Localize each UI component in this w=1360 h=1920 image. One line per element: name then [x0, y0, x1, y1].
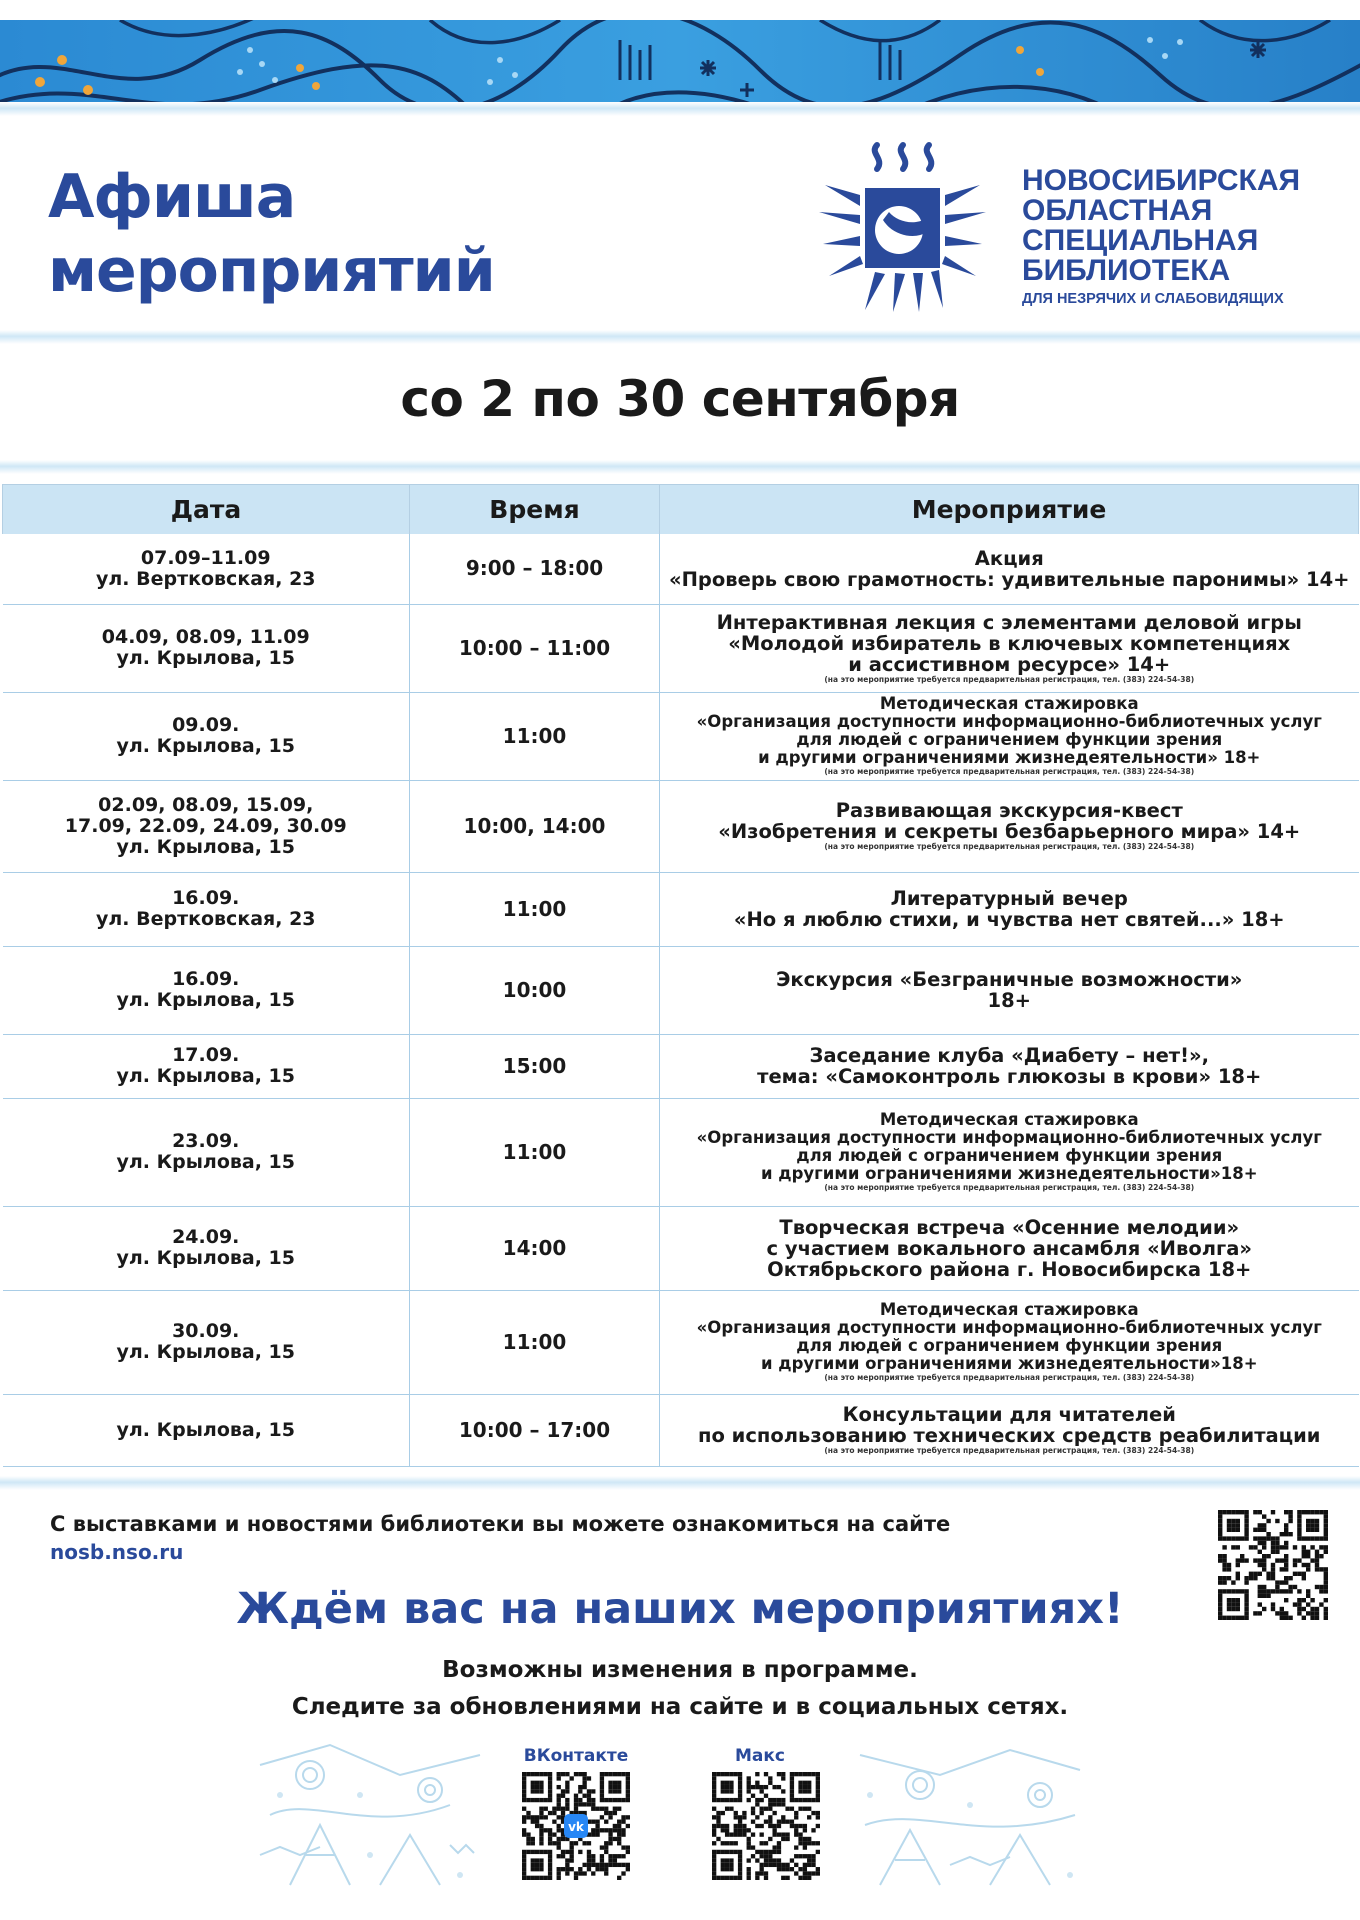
- svg-text:vk: vk: [568, 1820, 584, 1834]
- cell-date: [3, 604, 410, 692]
- table-row: [3, 1206, 1359, 1290]
- date-line: ул. Крылова, 15: [116, 989, 296, 1011]
- table-row: [3, 604, 1359, 692]
- date-line: 24.09.: [172, 1226, 240, 1248]
- event-line: и другими ограничениями жизнедеятельности» 18+: [758, 748, 1261, 767]
- title-line-2: мероприятий: [48, 236, 495, 306]
- site-link[interactable]: nosb.nso.ru: [50, 1540, 184, 1564]
- date-line: 23.09.: [172, 1130, 240, 1152]
- decorative-doodle-left: [250, 1735, 490, 1900]
- cell-time: 10:00 – 11:00: [410, 604, 660, 692]
- date-line: ул. Крылова, 15: [116, 735, 296, 757]
- date-line: 17.09, 22.09, 24.09, 30.09: [64, 814, 347, 837]
- event-line: Экскурсия «Безграничные возможности»: [776, 968, 1243, 991]
- page-title: [48, 160, 495, 308]
- event-line: Акция: [974, 546, 1044, 570]
- period-heading: со 2 по 30 сентября: [400, 370, 960, 428]
- cell-event: [660, 1034, 1359, 1098]
- cell-date: [3, 692, 410, 780]
- sun-eye-logo-icon: [815, 140, 990, 315]
- event-line: Творческая встреча «Осенние мелодии»: [779, 1215, 1240, 1239]
- cell-date: [3, 1098, 410, 1206]
- wave-pattern-icon: [0, 20, 1360, 115]
- max-label: Макс: [734, 1746, 785, 1766]
- divider-band: [0, 1476, 1360, 1490]
- cell-event: [660, 604, 1359, 692]
- table-header-row: [3, 485, 1359, 535]
- cell-event: [660, 872, 1359, 946]
- cell-event: [660, 692, 1359, 780]
- event-line: Литературный вечер: [890, 887, 1128, 910]
- event-line: с участием вокального ансамбля «Иволга»: [766, 1236, 1252, 1260]
- event-line: и другими ограничениями жизнедеятельности»18+: [760, 1164, 1258, 1183]
- organization-name: [1022, 166, 1300, 310]
- event-line: Развивающая экскурсия-квест: [835, 799, 1183, 822]
- divider-band: [0, 460, 1360, 474]
- date-line: 09.09.: [172, 714, 240, 736]
- cell-time: 10:00 – 17:00: [410, 1394, 660, 1466]
- welcome-heading: Ждём вас на наших мероприятиях!: [236, 1584, 1124, 1634]
- cell-time: 9:00 – 18:00: [410, 534, 660, 604]
- cell-time: 11:00: [410, 1098, 660, 1206]
- header-event: Мероприятие: [660, 485, 1359, 535]
- changes-line-2: Следите за обновлениями на сайте и в социальных сетях.: [291, 1694, 1069, 1720]
- event-line: для людей с ограничением функции зрения: [796, 1336, 1223, 1355]
- date-line: ул. Крылова, 15: [116, 835, 296, 858]
- cell-date: [3, 1290, 410, 1394]
- event-line: Консультации для читателей: [842, 1403, 1176, 1426]
- cell-time: 14:00: [410, 1206, 660, 1290]
- cell-date: [3, 780, 410, 872]
- event-line: для людей с ограничением функции зрения: [796, 1146, 1223, 1165]
- events-table: [2, 484, 1359, 1467]
- event-line: и ассистивном ресурсе» 14+: [848, 652, 1171, 676]
- event-line: «Организация доступности информационно-библиотечных услуг: [696, 1318, 1322, 1337]
- date-line: ул. Вертковская, 23: [95, 908, 316, 930]
- event-line: и другими ограничениями жизнедеятельности»18+: [760, 1354, 1258, 1373]
- cell-time: 10:00: [410, 946, 660, 1034]
- date-line: ул. Крылова, 15: [116, 1341, 296, 1363]
- event-line: «Молодой избиратель в ключевых компетенциях: [728, 631, 1291, 655]
- date-line: 16.09.: [172, 887, 240, 909]
- date-line: 07.09–11.09: [140, 546, 271, 569]
- date-line: 17.09.: [172, 1044, 240, 1066]
- event-line: «Изобретения и секреты безбарьерного мира» 14+: [718, 820, 1301, 843]
- title-line-1: Афиша: [48, 162, 296, 232]
- registration-note: (на это мероприятие требуется предварительная регистрация, тел. (383) 224-54-38): [824, 1183, 1195, 1192]
- cell-time: 15:00: [410, 1034, 660, 1098]
- cell-event: [660, 946, 1359, 1034]
- decorative-top-banner: [0, 20, 1360, 115]
- event-line: тема: «Самоконтроль глюкозы в крови» 18+: [757, 1065, 1262, 1088]
- cell-event: [660, 1290, 1359, 1394]
- date-line: 30.09.: [172, 1320, 240, 1342]
- table-row: [3, 1394, 1359, 1466]
- decorative-doodle-right: [850, 1735, 1090, 1900]
- cell-event: [660, 534, 1359, 604]
- date-line: ул. Крылова, 15: [116, 1418, 296, 1441]
- registration-note: (на это мероприятие требуется предварительная регистрация, тел. (383) 224-54-38): [824, 674, 1195, 684]
- cell-time: 11:00: [410, 692, 660, 780]
- table-row: [3, 1098, 1359, 1206]
- divider-band: [0, 330, 1360, 344]
- org-line-4: БИБЛИОТЕКА: [1022, 254, 1231, 287]
- table-row: [3, 692, 1359, 780]
- table-row: [3, 872, 1359, 946]
- event-line: Методическая стажировка: [879, 1110, 1139, 1129]
- registration-note: (на это мероприятие требуется предварительная регистрация, тел. (383) 224-54-38): [824, 842, 1195, 851]
- event-line: «Проверь свою грамотность: удивительные паронимы» 14+: [669, 567, 1350, 591]
- header-time: Время: [410, 485, 660, 535]
- cell-date: [3, 946, 410, 1034]
- event-line: по использованию технических средств реабилитации: [698, 1424, 1321, 1447]
- date-line: 16.09.: [172, 968, 240, 990]
- registration-note: (на это мероприятие требуется предварительная регистрация, тел. (383) 224-54-38): [824, 1373, 1195, 1382]
- date-line: ул. Крылова, 15: [116, 1151, 296, 1173]
- event-line: Методическая стажировка: [879, 694, 1139, 713]
- max-qr-code-icon[interactable]: [712, 1772, 820, 1880]
- event-line: Интерактивная лекция с элементами деловой игры: [716, 610, 1302, 634]
- date-line: ул. Крылова, 15: [116, 1065, 296, 1087]
- date-line: 02.09, 08.09, 15.09,: [98, 793, 314, 816]
- event-line: Заседание клуба «Диабету – нет!»,: [809, 1044, 1209, 1067]
- vk-label: ВКонтакте: [523, 1746, 629, 1766]
- cell-date: [3, 1394, 410, 1466]
- event-line: для людей с ограничением функции зрения: [796, 730, 1223, 749]
- org-line-3: СПЕЦИАЛЬНАЯ: [1022, 224, 1259, 257]
- event-line: Октябрьского района г. Новосибирска 18+: [767, 1257, 1252, 1281]
- date-line: ул. Крылова, 15: [116, 647, 296, 669]
- cell-date: [3, 1206, 410, 1290]
- cell-event: [660, 1206, 1359, 1290]
- cell-event: [660, 1098, 1359, 1206]
- event-line: 18+: [987, 989, 1031, 1012]
- table-row: [3, 946, 1359, 1034]
- changes-notice: [0, 1652, 1360, 1726]
- table-row: [3, 780, 1359, 872]
- divider-band: [0, 102, 1360, 116]
- changes-line-1: Возможны изменения в программе.: [442, 1657, 918, 1683]
- table-row: [3, 534, 1359, 604]
- org-line-1: НОВОСИБИРСКАЯ: [1022, 164, 1301, 197]
- cell-date: [3, 1034, 410, 1098]
- date-line: 04.09, 08.09, 11.09: [101, 626, 310, 648]
- event-line: «Организация доступности информационно-библиотечных услуг: [696, 1128, 1322, 1147]
- event-line: «Организация доступности информационно-библиотечных услуг: [696, 712, 1322, 731]
- date-line: ул. Крылова, 15: [116, 1247, 296, 1269]
- table-row: [3, 1290, 1359, 1394]
- vk-qr-code-icon[interactable]: [522, 1772, 630, 1880]
- org-line-2: ОБЛАСТНАЯ: [1022, 194, 1213, 227]
- cell-date: [3, 872, 410, 946]
- header-date: Дата: [3, 485, 410, 535]
- table-row: [3, 1034, 1359, 1098]
- cell-time: 11:00: [410, 1290, 660, 1394]
- org-subtitle: ДЛЯ НЕЗРЯЧИХ И СЛАБОВИДЯЩИХ: [1022, 291, 1284, 307]
- cell-time: 11:00: [410, 872, 660, 946]
- registration-note: (на это мероприятие требуется предварительная регистрация, тел. (383) 224-54-38): [824, 1446, 1195, 1455]
- date-line: ул. Вертковская, 23: [95, 567, 316, 590]
- site-info-text: С выставками и новостями библиотеки вы можете ознакомиться на сайте: [50, 1512, 951, 1536]
- cell-event: [660, 1394, 1359, 1466]
- registration-note: (на это мероприятие требуется предварительная регистрация, тел. (383) 224-54-38): [824, 767, 1195, 776]
- cell-event: [660, 780, 1359, 872]
- cell-date: [3, 534, 410, 604]
- cell-time: 10:00, 14:00: [410, 780, 660, 872]
- event-line: «Но я люблю стихи, и чувства нет святей...» 18+: [733, 908, 1285, 931]
- event-line: Методическая стажировка: [879, 1300, 1139, 1319]
